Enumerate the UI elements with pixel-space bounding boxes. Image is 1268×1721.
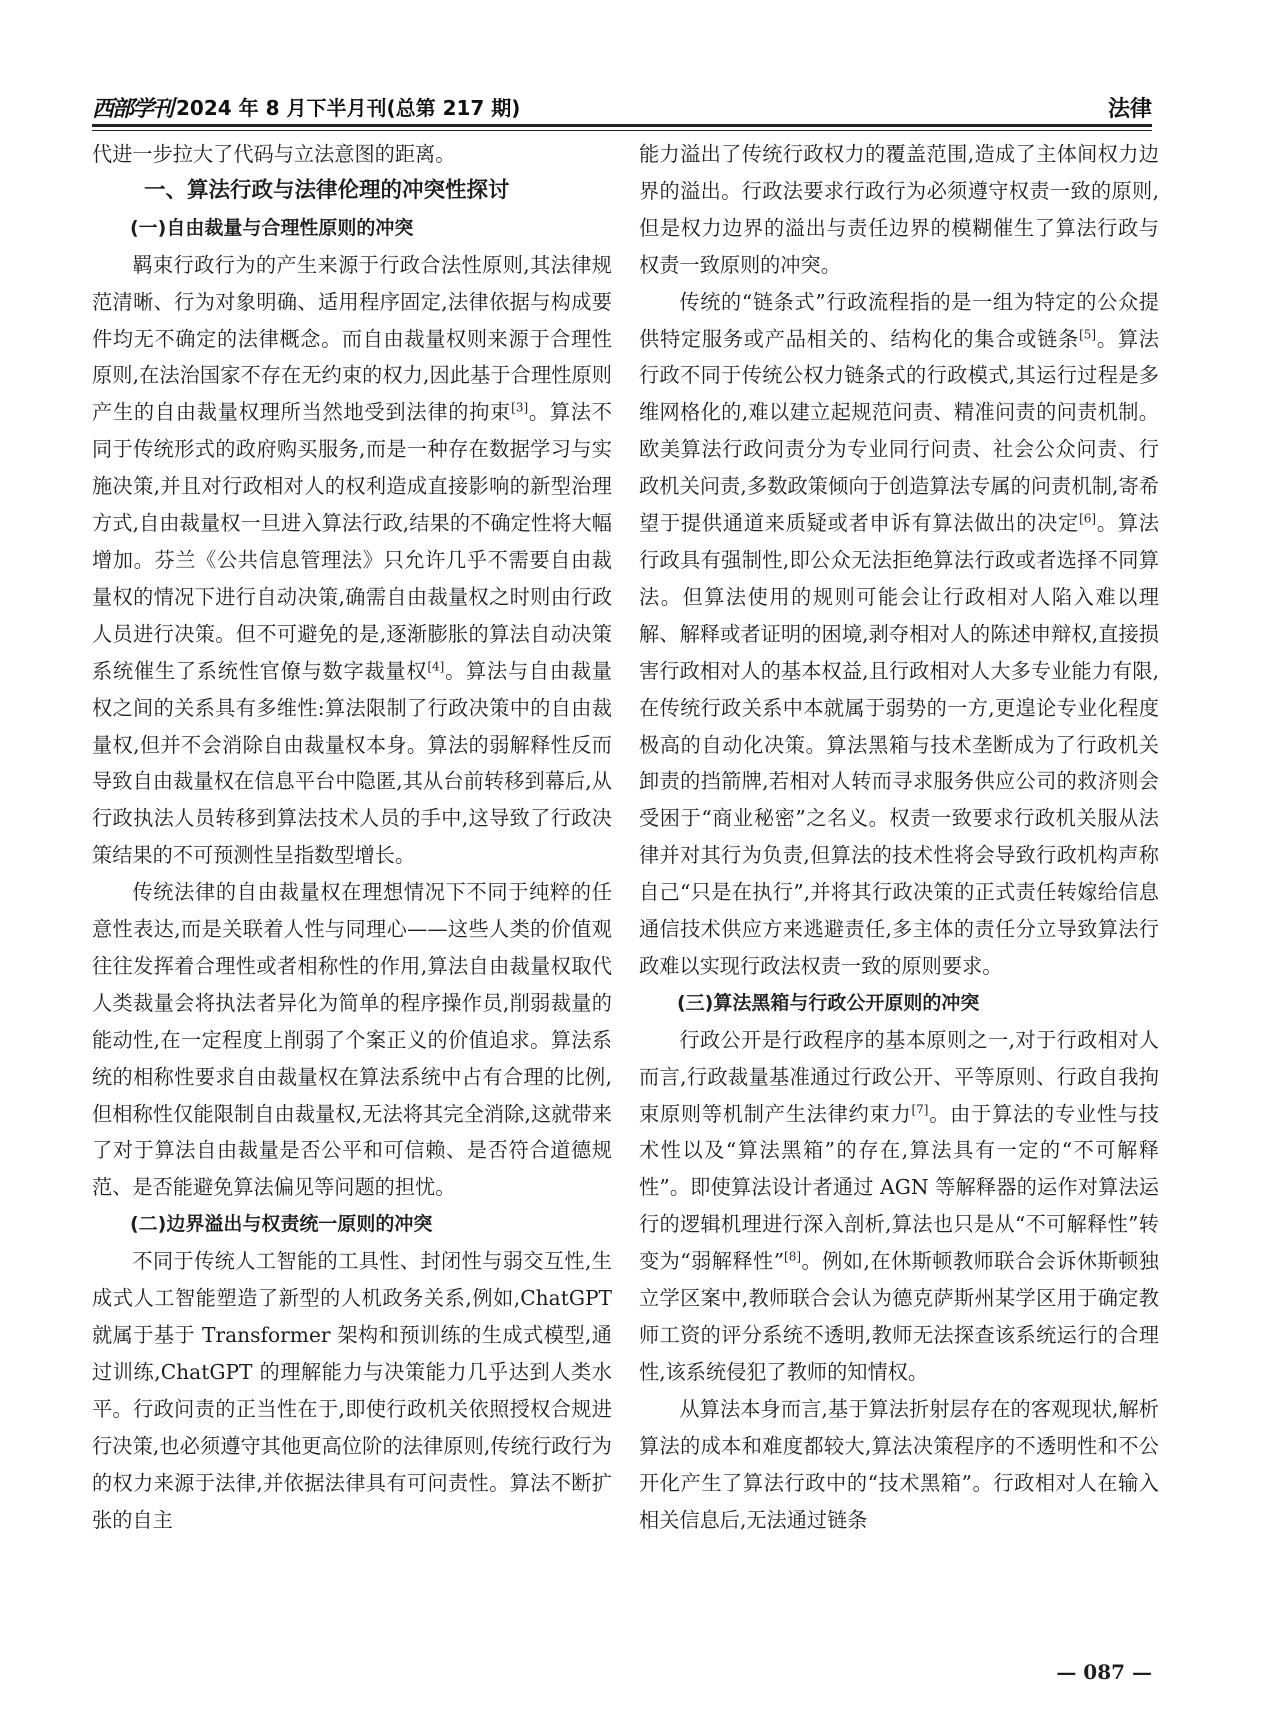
paragraph: 不同于传统人工智能的工具性、封闭性与弱交互性,生成式人工智能塑造了新型的人机政务关系,例如,ChatGPT 就属于基于 Transformer 架构和预训练的生成式模型,通过训练,ChatGPT 的理解能力与决策能力几乎达到人类水平。行政问责的正当性在于,即使行政机关依照授权合规进行决策,也必须遵守其他更高位阶的法律原则,传统行政行为的权力来源于法律,并依据法律具有可问责性。算法不断扩张的自主 <box>92 1249 612 1532</box>
journal-logo: 西部学刊 <box>92 96 173 122</box>
paragraph: 传统法律的自由裁量权在理想情况下不同于纯粹的任意性表达,而是关联着人性与同理心——这些人类的价值观往往发挥着合理性或者相称性的作用,算法自由裁量权取代人类裁量会将执法者异化为简单的程序操作员,削弱裁量的能动性,在一定程度上削弱了个案正义的价值追求。算法系统的相称性要求自由裁量权在算法系统中占有合理的比例,但相称性仅能限制自由裁量权,无法将其完全消除,这就带来了对于算法自由裁量是否公平和可信赖、是否符合道德规范、是否能避免算法偏见等问题的担忧。 <box>92 880 612 1200</box>
citation-ref: [8] <box>784 1249 802 1264</box>
subsection-heading: (一)自由裁量与合理性原则的冲突 <box>130 216 414 239</box>
header-rule-thin <box>92 130 1152 131</box>
paragraph: 从算法本身而言,基于算法折射层存在的客观现状,解析算法的成本和难度都较大,算法决策程序的不透明性和不公开化产生了算法行政中的“技术黑箱”。行政相对人在输入相关信息后,无法通过链条 <box>639 1396 1159 1532</box>
paragraph: 行政公开是行政程序的基本原则之一,对于行政相对人而言,行政裁量基准通过行政公开、平等原则、行政自我拘束原则等机制产生法律约束力[7]。由于算法的专业性与技术性以及“算法黑箱”的存在,算法具有一定的“不可解释性”。即使算法设计者通过 AGN 等解释器的运作对算法运行的逻辑机理进行深入剖析,算法也只是从“不可解释性”转变为“弱解释性”[8]。例如,在休斯顿教师联合会诉休斯顿独立学区案中,教师联合会认为德克萨斯州某学区用于确定教师工资的评分系统不透明,教师无法探查该系统运行的合理性,该系统侵犯了教师的知情权。 <box>639 1027 1159 1384</box>
section-heading: 一、算法行政与法律伦理的冲突性探讨 <box>144 177 510 203</box>
citation-ref: [5] <box>1079 326 1097 341</box>
paragraph: 代进一步拉大了代码与立法意图的距离。 <box>92 142 456 166</box>
citation-ref: [7] <box>911 1101 929 1116</box>
issue-info: 2024 年 8 月下半月刊(总第 217 期) <box>176 96 521 120</box>
left-column <box>92 136 612 1538</box>
paragraph: 传统的“链条式”行政流程指的是一组为特定的公众提供特定服务或产品相关的、结构化的集合或链条[5]。算法行政不同于传统公权力链条式的行政模式,其运行过程是多维网格化的,难以建立起规范问责、精准问责的问责机制。欧美算法行政问责分为专业同行问责、社会公众问责、行政机关问责,多数政策倾向于创造算法专属的问责机制,寄希望于提供通道来质疑或者申诉有算法做出的决定[6]。算法行政具有强制性,即公众无法拒绝算法行政或者选择不同算法。但算法使用的规则可能会让行政相对人陷入难以理解、解释或者证明的困境,剥夺相对人的陈述申辩权,直接损害行政相对人的基本权益,且行政相对人大多专业能力有限,在传统行政关系中本就属于弱势的一方,更遑论专业化程度极高的自动化决策。算法黑箱与技术垄断成为了行政机关卸责的挡箭牌,若相对人转而寻求服务供应公司的救济则会受困于“商业秘密”之名义。权责一致要求行政机关服从法律并对其行为负责,但算法的技术性将会导致行政机构声称自己“只是在执行”,并将其行政决策的正式责任转嫁给信息通信技术供应方来逃避责任,多主体的责任分立导致算法行政难以实现行政法权责一致的原则要求。 <box>639 289 1159 978</box>
paragraph: 能力溢出了传统行政权力的覆盖范围,造成了主体间权力边界的溢出。行政法要求行政行为必须遵守权责一致的原则,但是权力边界的溢出与责任边界的模糊催生了算法行政与权责一致原则的冲突。 <box>639 142 1159 277</box>
citation-ref: [6] <box>1079 511 1097 526</box>
subsection-heading: (二)边界溢出与权责统一原则的冲突 <box>130 1213 433 1236</box>
running-header <box>92 86 1152 126</box>
page-number: — 087 — <box>1056 1660 1152 1684</box>
citation-ref: [3] <box>511 400 529 415</box>
citation-ref: [4] <box>427 658 445 673</box>
paragraph: 羁束行政行为的产生来源于行政合法性原则,其法律规范清晰、行为对象明确、适用程序固定,法律依据与构成要件均无不确定的法律概念。而自由裁量权则来源于合理性原则,在法治国家不存在无约束的权力,因此基于合理性原则产生的自由裁量权理所当然地受到法律的拘束[3]。算法不同于传统形式的政府购买服务,而是一种存在数据学习与实施决策,并且对行政相对人的权利造成直接影响的新型治理方式,自由裁量权一旦进入算法行政,结果的不确定性将大幅增加。芬兰《公共信息管理法》只允许几乎不需要自由裁量权的情况下进行自动决策,确需自由裁量权之时则由行政人员进行决策。但不可避免的是,逐渐膨胀的算法自动决策系统催生了系统性官僚与数字裁量权[4]。算法与自由裁量权之间的关系具有多维性:算法限制了行政决策中的自由裁量权,但并不会消除自由裁量权本身。算法的弱解释性反而导致自由裁量权在信息平台中隐匿,其从台前转移到幕后,从行政执法人员转移到算法技术人员的手中,这导致了行政决策结果的不可预测性呈指数型增长。 <box>92 252 612 868</box>
header-rule <box>92 124 1152 127</box>
subsection-heading: (三)算法黑箱与行政公开原则的冲突 <box>677 991 980 1014</box>
section-label: 法律 <box>1107 97 1152 122</box>
right-column <box>639 136 1159 1538</box>
